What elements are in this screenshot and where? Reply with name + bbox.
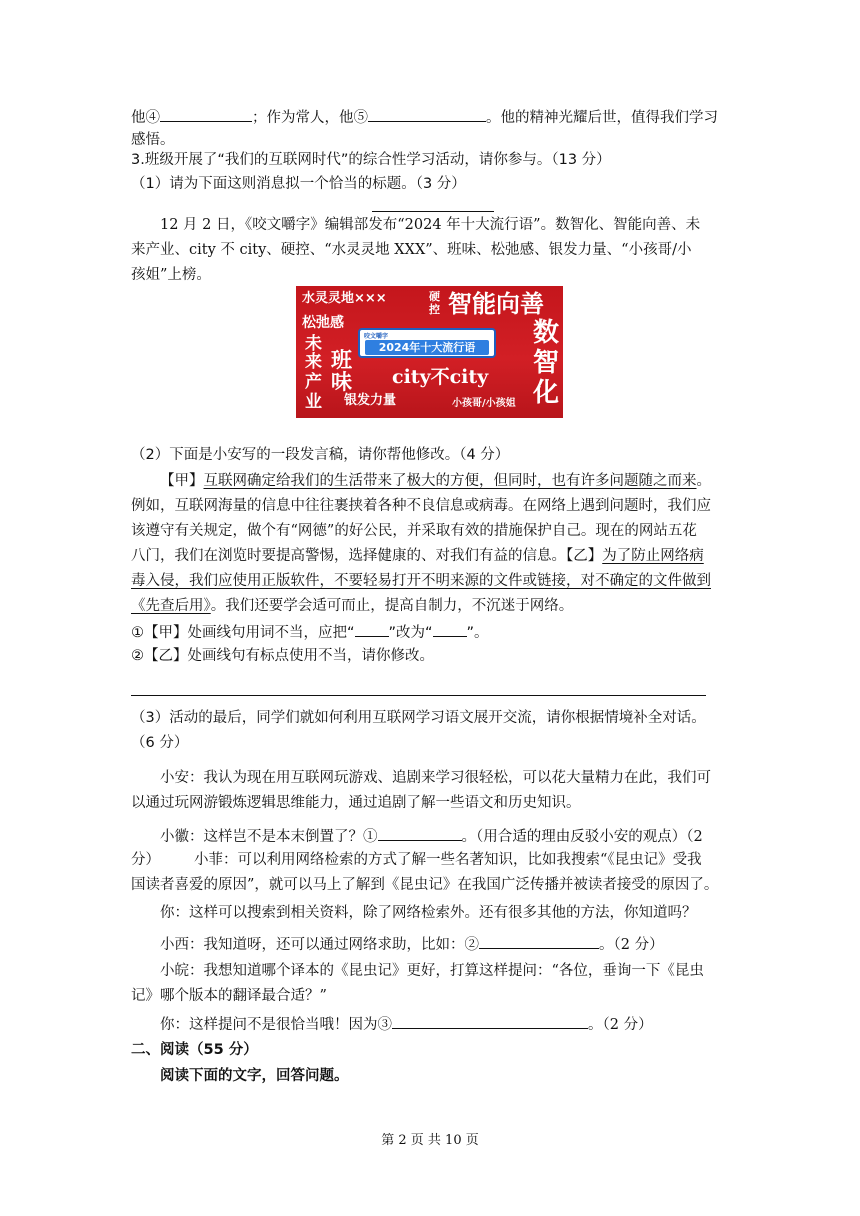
banner-word: 数 — [533, 318, 560, 348]
dialogue-line: 以通过玩网游锻炼逻辑思维能力，通过追剧了解一些语文和历史知识。 — [131, 795, 581, 811]
answer-blank-3[interactable] — [392, 1013, 588, 1029]
banner-word: 未 — [305, 334, 322, 354]
banner-title: 2024年十大流行语 — [365, 340, 489, 355]
answer-blank-word-to[interactable] — [433, 621, 467, 637]
text: 小西：我知道呀，还可以通过网络求助，比如：② — [160, 937, 479, 953]
banner-word: city不city — [392, 366, 489, 388]
dialogue-line: 小安：我认为现在用互联网玩游戏、追剧来学习很轻松，可以花大量精力在此，我们可 — [160, 770, 711, 786]
news-line: 12 月 2 日，《咬文嚼字》编辑部发布“2024 年十大流行语”。数智化、智能向善、未 — [160, 217, 701, 233]
underlined-sentence-yi: 为了防止网络病 — [602, 548, 704, 564]
banner-word: 松弛感 — [302, 315, 344, 331]
dialogue-line: 小皖：我想知道哪个译本的《昆虫记》更好，打算这样提问：“各位，垂询一下《昆虫 — [160, 963, 704, 979]
question-3-1: （1）请为下面这则消息拟一个恰当的标题。（3 分） — [131, 176, 466, 192]
text: 。我们还要学会适可而止，提高自制力，不沉迷于网络。 — [210, 598, 574, 614]
speech-line — [131, 571, 711, 591]
text: 。（2 分） — [599, 937, 664, 953]
banner-word: 产 — [305, 372, 322, 392]
page-footer: 第 2 页 共 10 页 — [381, 1133, 479, 1148]
banner-word: 智 — [533, 348, 560, 378]
dialogue-line: 你：这样可以搜索到相关资料，除了网络检索外。还有很多其他的方法，你知道吗？ — [160, 905, 697, 921]
banner-word: 化 — [533, 378, 560, 408]
banner-word: 业 — [305, 392, 322, 412]
answer-line-b[interactable] — [131, 695, 706, 696]
speech-line: 该遵守有关规定，做个有“网德”的好公民，并采取有效的措施保护自己。现在的网站五花 — [131, 523, 697, 539]
dialogue-line: 记》哪个版本的翻译最合适？” — [131, 988, 327, 1004]
section-2-instruction: 阅读下面的文字，回答问题。 — [160, 1068, 349, 1084]
text: ”。 — [466, 625, 489, 641]
title-answer-line[interactable] — [372, 211, 494, 212]
banner-word: 味 — [331, 370, 352, 394]
underlined-sentence-jia: 互联网确定给我们的生活带来了极大的方便，但同时，也有许多问题随之而来 — [203, 473, 697, 489]
answer-blank-2[interactable] — [479, 933, 599, 949]
banner-title-box — [358, 328, 496, 358]
mark-yi: 【乙】 — [566, 548, 603, 564]
dialogue-line: 国读者喜爱的原因”，就可以马上了解到《昆虫记》在我国广泛传播并被读者接受的原因了。 — [131, 877, 719, 893]
text: ①【甲】处画线句用词不当，应把“ — [131, 625, 355, 641]
dialogue-line — [160, 825, 703, 847]
text: 你：这样提问不是很恰当哦！因为③ — [160, 1017, 392, 1033]
text: 小徽：这样岂不是本末倒置了？① — [160, 829, 378, 845]
text: 。他的精神光耀后世，值得我们学习 — [486, 110, 718, 126]
text: 。（用合适的理由反驳小安的观点）（2 — [461, 829, 703, 845]
banner-tag: 咬文嚼字 — [364, 333, 389, 340]
banner-word: 水灵灵地××× — [302, 291, 387, 306]
question-3-3: （3）活动的最后，同学们就如何利用互联网学习语文展开交流，请你根据情境补全对话。 — [131, 710, 706, 726]
underlined-sentence-yi: 毒入侵，我们应使用正版软件，不要轻易打开不明来源的文件或链接，对不确定的文件做到 — [131, 573, 711, 589]
dialogue-line — [160, 1013, 653, 1035]
text: 他④ — [131, 110, 160, 126]
buzzwords-banner-image — [296, 286, 563, 418]
question-3-title: 3.班级开展了“我们的互联网时代”的综合性学习活动，请你参与。（13 分） — [131, 152, 611, 168]
underlined-sentence-yi: 《先查后用》 — [131, 598, 211, 614]
banner-word: 来 — [305, 352, 322, 372]
banner-word: 小孩哥/小孩姐 — [452, 398, 516, 409]
news-line: 孩姐”上榜。 — [131, 267, 211, 283]
banner-word: 智能向善 — [448, 290, 544, 318]
banner-word: 硬 — [429, 290, 440, 303]
speech-line — [131, 596, 573, 616]
text: 八门，我们在浏览时要提高警惕，选择健康的、对我们有益的信息。 — [131, 548, 566, 564]
text-line — [131, 106, 718, 128]
subquestion-b: ②【乙】处画线句有标点使用不当，请你修改。 — [131, 648, 434, 664]
question-3-2: （2）下面是小安写的一段发言稿，请你帮他修改。（4 分） — [131, 447, 510, 463]
question-3-3-score: （6 分） — [131, 735, 189, 751]
section-2-title: 二、阅读（55 分） — [131, 1042, 258, 1058]
text: 。（2 分） — [588, 1017, 653, 1033]
text: ”改为“ — [388, 625, 433, 641]
answer-blank-4[interactable] — [160, 106, 252, 122]
banner-word: 银发力量 — [344, 393, 397, 408]
text-line: 感悟。 — [131, 132, 175, 148]
mark-jia: 【甲】 — [160, 473, 204, 489]
banner-word: 控 — [429, 303, 440, 316]
text: 。 — [696, 473, 711, 489]
speech-line: 例如，互联网海量的信息中往往裹挟着各种不良信息或病毒。在网络上遇到问题时，我们应 — [131, 498, 711, 514]
dialogue-line — [131, 850, 702, 870]
text: ；作为常人，他⑤ — [252, 110, 368, 126]
speech-line — [131, 546, 704, 566]
speech-line — [160, 471, 711, 491]
news-line: 来产业、city 不 city、硬控、“水灵灵地 XXX”、班味、松弛感、银发力量、“小孩哥/小 — [131, 242, 692, 258]
answer-blank-5[interactable] — [368, 106, 486, 122]
answer-blank-word-from[interactable] — [355, 621, 389, 637]
text: 分） — [131, 852, 160, 868]
text: 小菲：可以利用网络检索的方式了解一些名著知识，比如我搜索“《昆虫记》受我 — [194, 852, 702, 868]
dialogue-line — [160, 933, 664, 955]
answer-blank-1[interactable] — [378, 825, 462, 841]
subquestion-a — [131, 621, 489, 643]
banner-word: 班 — [331, 348, 352, 372]
